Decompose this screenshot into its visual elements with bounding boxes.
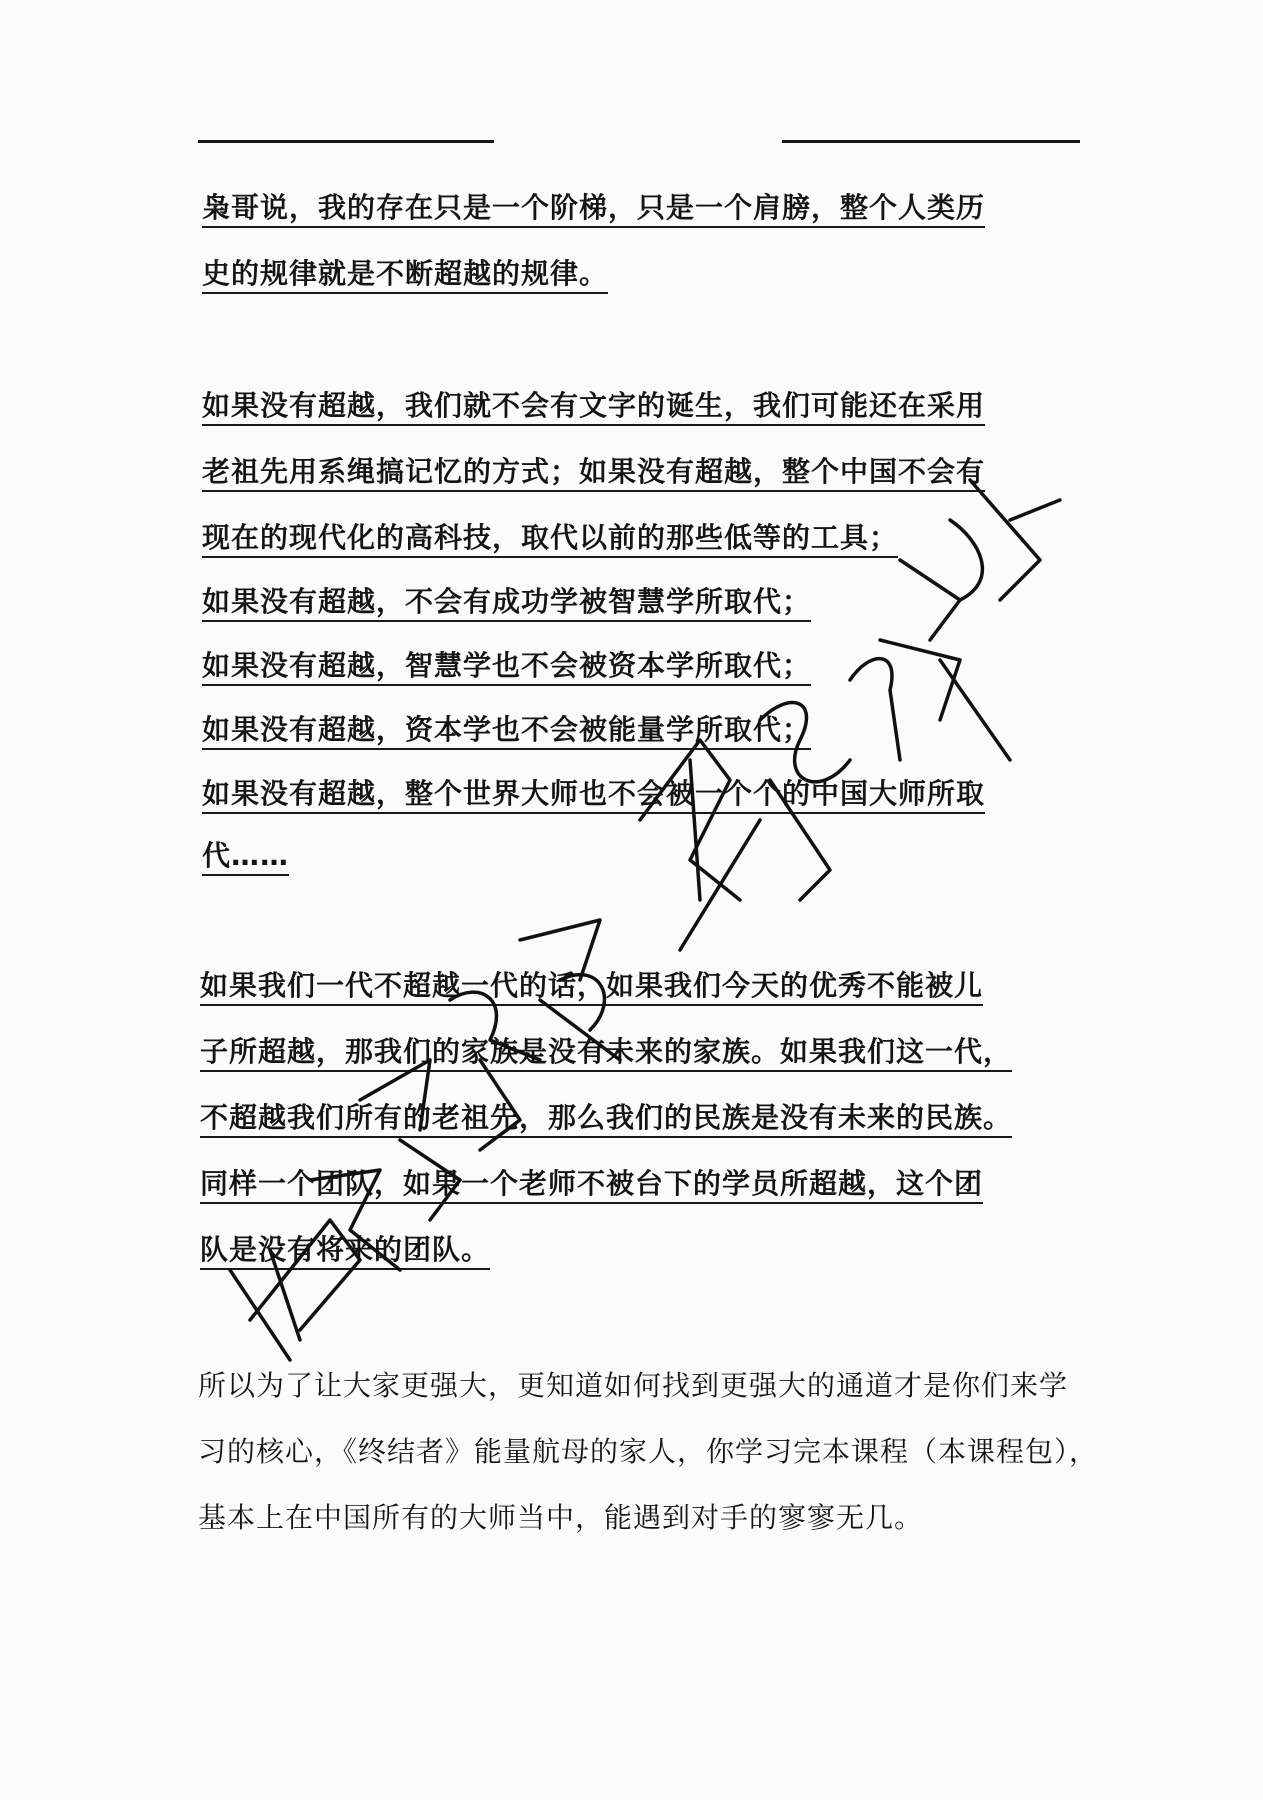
p2-line-4 (202, 582, 811, 622)
p2-line-4-text: 如果没有超越，不会有成功学被智慧学所取代； (202, 585, 811, 622)
p1-line-1-text: 枭哥说，我的存在只是一个阶梯，只是一个肩膀，整个人类历 (202, 191, 985, 228)
p4-line-2-text: 习的核心，《终结者》能量航母的家人，你学习完本课程（本课程包）， (198, 1435, 1099, 1468)
p2-line-3 (202, 518, 898, 558)
p2-line-7-text: 如果没有超越，整个世界大师也不会被一个个的中国大师所取 (202, 777, 985, 814)
p3-line-4 (200, 1164, 983, 1204)
p3-line-5-text: 队是没有将来的团队。 (200, 1233, 490, 1270)
p3-line-5 (200, 1230, 490, 1270)
p4-line-1 (198, 1366, 1068, 1406)
p2-line-6-text: 如果没有超越，资本学也不会被能量学所取代； (202, 713, 811, 750)
p3-line-3-text: 不超越我们所有的老祖先，那么我们的民族是没有未来的民族。 (200, 1101, 1012, 1138)
header-rule-right (782, 140, 1080, 143)
p2-line-1-text: 如果没有超越，我们就不会有文字的诞生，我们可能还在采用 (202, 389, 985, 426)
p2-line-3-text: 现在的现代化的高科技，取代以前的那些低等的工具； (202, 521, 898, 558)
p2-line-2 (202, 452, 985, 492)
p4-line-3-text: 基本上在中国所有的大师当中，能遇到对手的寥寥无几。 (198, 1501, 924, 1534)
p3-line-2-text: 子所超越，那我们的家族是没有未来的家族。如果我们这一代， (200, 1035, 1012, 1072)
p3-line-4-text: 同样一个团队，如果一个老师不被台下的学员所超越，这个团 (200, 1167, 983, 1204)
p2-line-5-text: 如果没有超越，智慧学也不会被资本学所取代； (202, 649, 811, 686)
p4-line-1-text: 所以为了让大家更强大，更知道如何找到更强大的通道才是你们来学 (198, 1369, 1069, 1402)
header-rule-left (198, 140, 494, 143)
p3-line-1 (200, 966, 983, 1006)
p4-line-2 (198, 1432, 1098, 1472)
p2-line-2-text: 老祖先用系绳搞记忆的方式；如果没有超越，整个中国不会有 (202, 455, 985, 492)
p3-line-2 (200, 1032, 1012, 1072)
p2-line-8-text: 代…… (202, 839, 289, 876)
p3-line-1-text: 如果我们一代不超越一代的话，如果我们今天的优秀不能被儿 (200, 969, 983, 1006)
p2-line-5 (202, 646, 811, 686)
p1-line-2-text: 史的规律就是不断超越的规律。 (202, 257, 608, 294)
p2-line-1 (202, 386, 985, 426)
p2-line-7 (202, 774, 985, 814)
p3-line-3 (200, 1098, 1012, 1138)
p2-line-6 (202, 710, 811, 750)
p1-line-1 (202, 188, 985, 228)
p1-line-2 (202, 254, 608, 294)
p4-line-3 (198, 1498, 923, 1538)
p2-line-8 (202, 836, 289, 876)
